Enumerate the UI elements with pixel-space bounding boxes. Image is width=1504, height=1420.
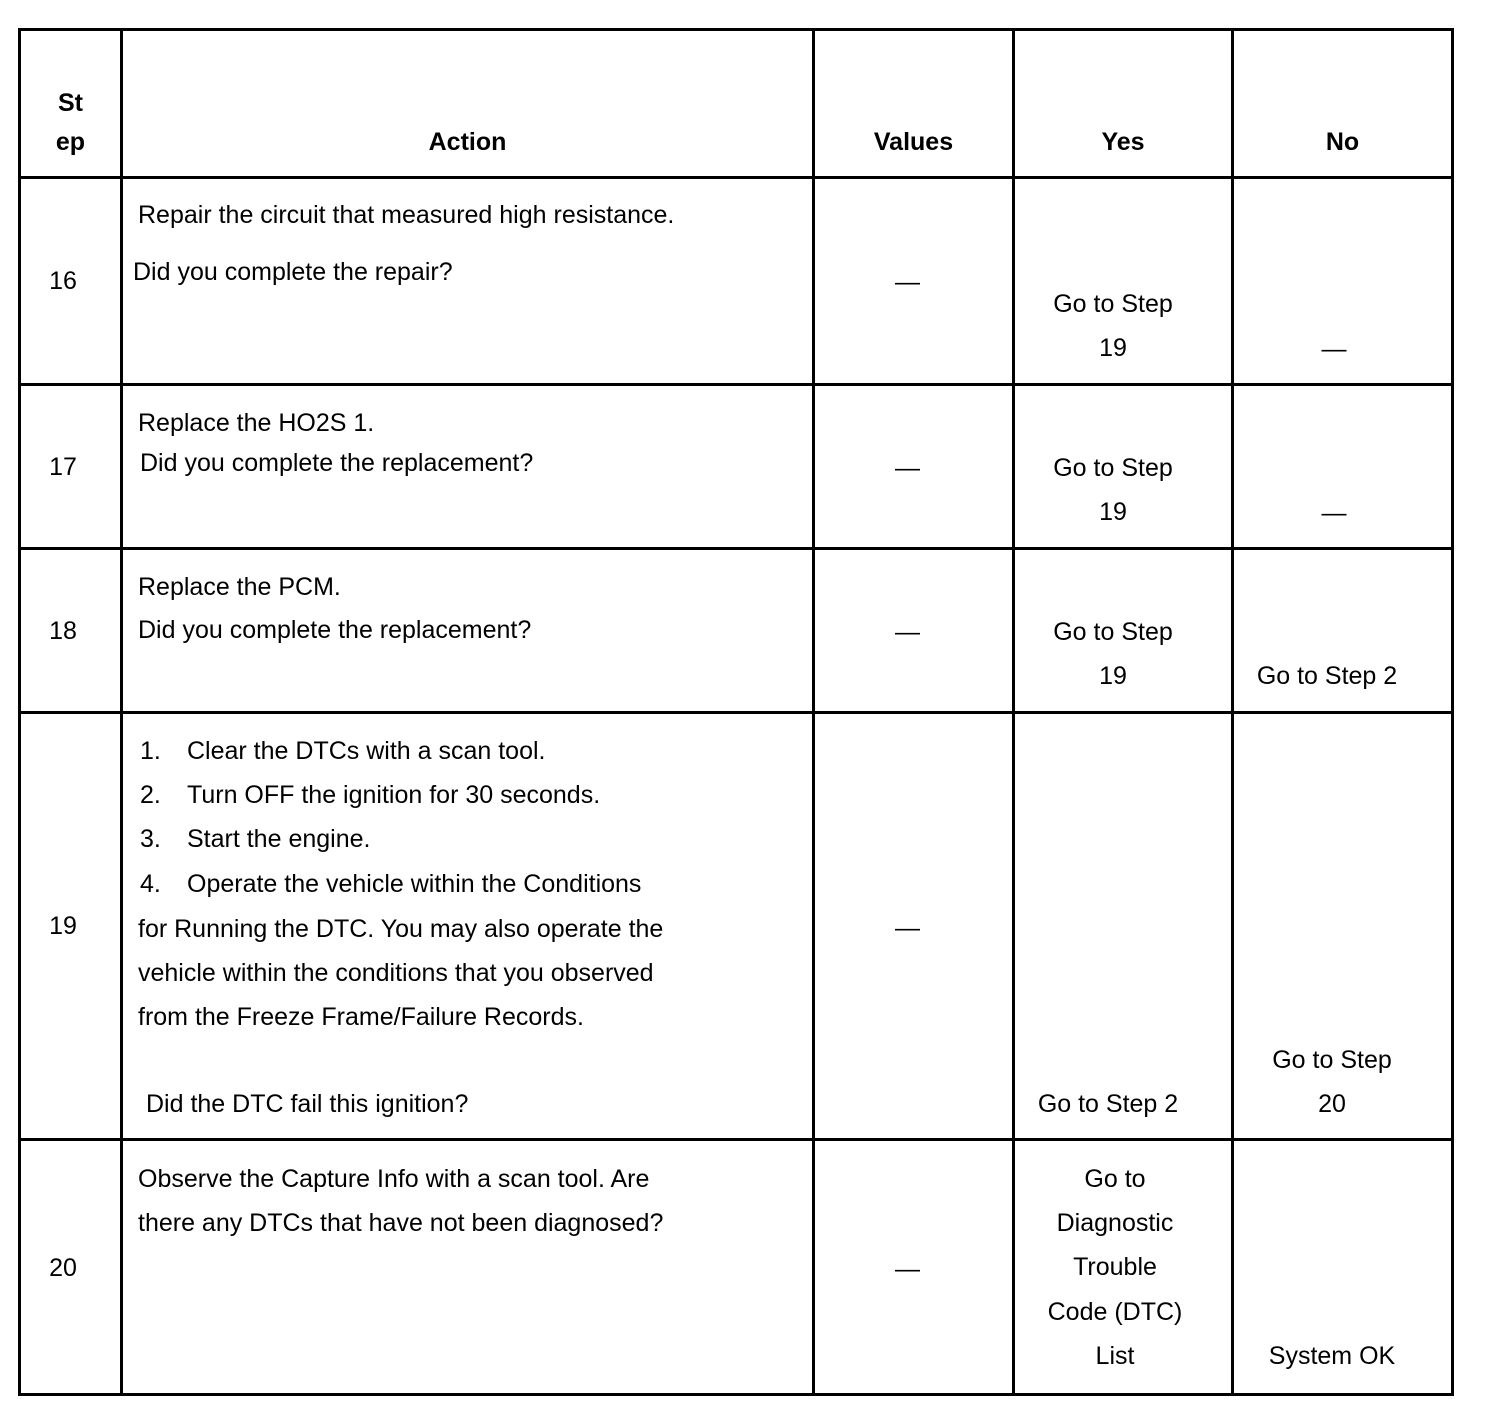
- header-step: ep: [55, 128, 86, 156]
- list-number: 2.: [140, 781, 161, 809]
- list-item: Operate the vehicle within the Conditions: [187, 870, 642, 898]
- step-number: 16: [49, 267, 77, 295]
- header-action: Action: [428, 128, 507, 156]
- action-text: there any DTCs that have not been diagnosed?: [138, 1209, 664, 1237]
- no-cell: System OK: [1268, 1342, 1396, 1370]
- row-border: [18, 1393, 1454, 1396]
- action-text: Observe the Capture Info with a scan tool. Are: [138, 1165, 650, 1193]
- row-border: [18, 28, 1454, 31]
- action-text: Repair the circuit that measured high resistance.: [138, 201, 675, 229]
- values-cell: —: [895, 1255, 920, 1283]
- action-question: Did you complete the replacement?: [138, 616, 532, 644]
- row-border: [18, 176, 1454, 179]
- action-question: Did you complete the replacement?: [140, 449, 534, 477]
- values-cell: —: [895, 914, 920, 942]
- action-text: from the Freeze Frame/Failure Records.: [138, 1003, 584, 1031]
- list-number: 3.: [140, 825, 161, 853]
- action-text: vehicle within the conditions that you observed: [138, 959, 654, 987]
- header-values: Values: [873, 128, 954, 156]
- yes-cell: 19: [1099, 498, 1127, 526]
- step-number: 18: [49, 617, 77, 645]
- row-border: [18, 383, 1454, 386]
- step-number: 19: [49, 912, 77, 940]
- step-number: 20: [49, 1254, 77, 1282]
- values-cell: —: [895, 268, 920, 296]
- no-cell: Go to Step 2: [1256, 662, 1398, 690]
- action-text: for Running the DTC. You may also operate the: [138, 915, 664, 943]
- yes-cell: Go to: [1084, 1165, 1146, 1193]
- list-number: 1.: [140, 737, 161, 765]
- action-text: Replace the HO2S 1.: [138, 409, 375, 437]
- list-number: 4.: [140, 870, 161, 898]
- yes-cell: List: [1095, 1342, 1135, 1370]
- row-border: [18, 1138, 1454, 1141]
- yes-cell: Diagnostic: [1056, 1209, 1174, 1237]
- values-cell: —: [895, 618, 920, 646]
- yes-cell: Code (DTC): [1047, 1298, 1183, 1326]
- yes-cell: Go to Step 2: [1037, 1090, 1179, 1118]
- action-question: Did the DTC fail this ignition?: [146, 1090, 469, 1118]
- step-number: 17: [49, 453, 77, 481]
- yes-cell: Trouble: [1073, 1253, 1157, 1281]
- yes-cell: 19: [1099, 334, 1127, 362]
- yes-cell: Go to Step: [1053, 454, 1173, 482]
- header-yes: Yes: [1101, 128, 1145, 156]
- yes-cell: Go to Step: [1053, 290, 1173, 318]
- list-item: Clear the DTCs with a scan tool.: [187, 737, 546, 765]
- yes-cell: 19: [1099, 662, 1127, 690]
- no-cell: —: [1321, 335, 1347, 363]
- list-item: Turn OFF the ignition for 30 seconds.: [187, 781, 601, 809]
- header-step: St: [58, 89, 83, 117]
- yes-cell: Go to Step: [1053, 618, 1173, 646]
- no-cell: 20: [1318, 1090, 1346, 1118]
- action-question: Did you complete the repair?: [133, 258, 453, 286]
- values-cell: —: [895, 454, 920, 482]
- action-text: Replace the PCM.: [138, 573, 341, 601]
- header-no: No: [1325, 128, 1360, 156]
- list-item: Start the engine.: [187, 825, 371, 853]
- no-cell: Go to Step: [1272, 1046, 1392, 1074]
- row-border: [18, 547, 1454, 550]
- row-border: [18, 711, 1454, 714]
- no-cell: —: [1321, 499, 1347, 527]
